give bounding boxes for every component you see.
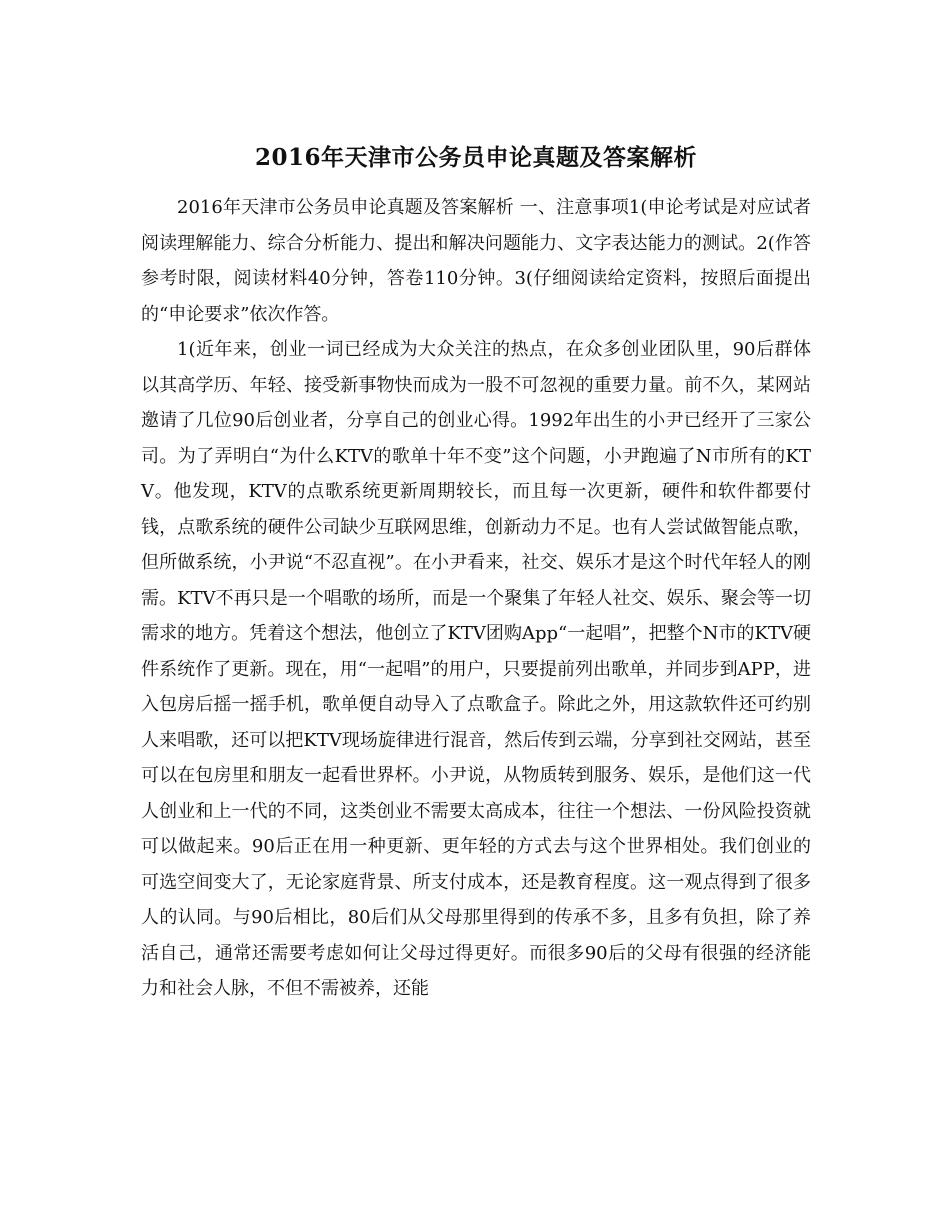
paragraph-material-1: 1(近年来，创业一词已经成为大众关注的热点，在众多创业团队里，90后群体以其高学历、年轻、接受新事物快而成为一股不可忽视的重要力量。前不久，某网站邀请了几位90后创业者，分享自己的创业心得。1992年出生的小尹已经开了三家公司。为了弄明白“为什么KTV的歌单十年不变”这个问题，小尹跑遍了N市所有的KTV。他发现，KTV的点歌系统更新周期较长，而且每一次更新，硬件和软件都要付钱，点歌系统的硬件公司缺少互联网思维，创新动力不足。也有人尝试做智能点歌，但所做系统，小尹说“不忍直视”。在小尹看来，社交、娱乐才是这个时代年轻人的刚需。KTV不再只是一个唱歌的场所，而是一个聚集了年轻人社交、娱乐、聚会等一切需求的地方。凭着这个想法，他创立了KTV团购App“一起唱”，把整个N市的KTV硬件系统作了更新。现在，用“一起唱”的用户，只要提前列出歌单，并同步到APP，进入包房后摇一摇手机，歌单便自动导入了点歌盒子。除此之外，用这款软件还可约别人来唱歌，还可以把KTV现场旋律进行混音，然后传到云端，分享到社交网站，甚至可以在包房里和朋友一起看世界杯。小尹说，从物质转到服务、娱乐，是他们这一代人创业和上一代的不同，这类创业不需要太高成本，往往一个想法、一份风险投资就可以做起来。90后正在用一种更新、更年轻的方式去与这个世界相处。我们创业的可选空间变大了，无论家庭背景、所支付成本，还是教育程度。这一观点得到了很多人的认同。与90后相比，80后们从父母那里得到的传承不多，且多有负担，除了养活自己，通常还需要考虑如何让父母过得更好。而很多90后的父母有很强的经济能力和社会人脉，不但不需被养，还能 [141,339,811,999]
document-title: 2016年天津市公务员申论真题及答案解析 [254,144,697,171]
document-page [141,138,811,1007]
paragraph-instructions: 2016年天津市公务员申论真题及答案解析 一、注意事项1(申论考试是对应试者阅读理解能力、综合分析能力、提出和解决问题能力、文字表达能力的测试。2(作答参考时限，阅读材料40分钟，答卷110分钟。3(仔细阅读给定资料，按照后面提出的“申论要求”依次作答。 [141,197,811,325]
